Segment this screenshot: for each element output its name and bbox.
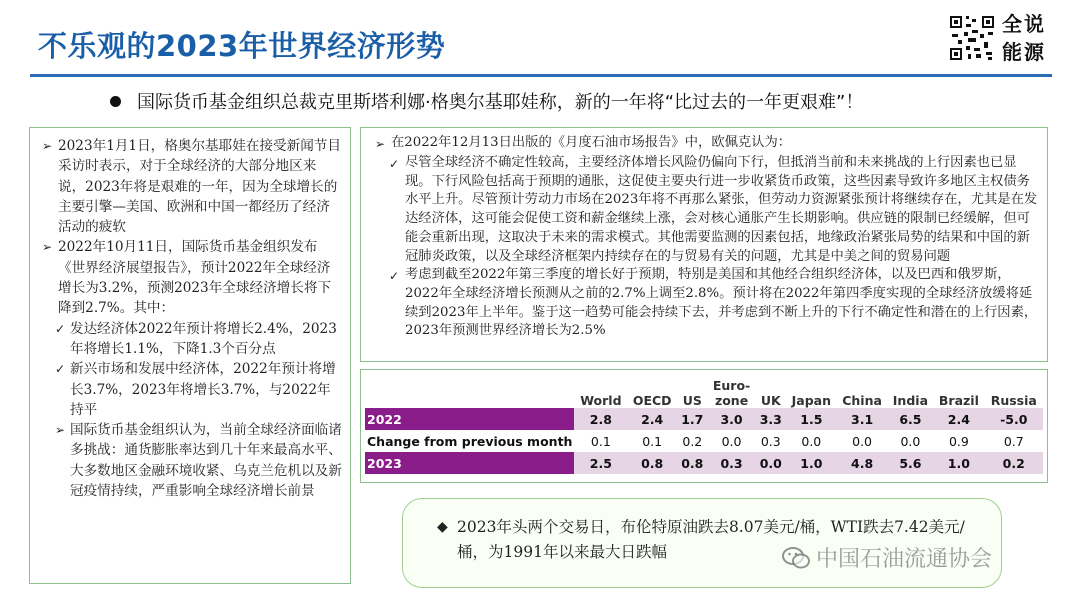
table-header-cell: OECD xyxy=(632,393,672,408)
table-cell: 1.0 xyxy=(933,452,984,474)
table-cell: 1.0 xyxy=(786,452,837,474)
table-cell: 1.5 xyxy=(786,408,837,430)
table-cell: 0.1 xyxy=(642,433,663,449)
sub-list-item xyxy=(36,319,342,360)
table-cell: 0.0 xyxy=(801,433,822,449)
table-header-cell: China xyxy=(842,393,882,408)
logo-text-line1: 全说 xyxy=(1002,12,1046,36)
check-bullet-icon: ✓ xyxy=(388,157,400,171)
sub-list-item-text: 国际货币基金组织认为，当前全球经济面临诸多挑战：通货膨胀率达到几十年来最高水平、大多数地区金融环境收紧、乌克兰危机以及新冠疫情持续，严重影响全球经济增长前景 xyxy=(70,422,342,500)
table-row xyxy=(365,408,1043,430)
table-cell: 0.8 xyxy=(677,452,707,474)
table-cell: 6.5 xyxy=(888,408,934,430)
wechat-icon xyxy=(782,547,810,569)
bottom-note-text: 2023年头两个交易日，布伦特原油跌去8.07美元/桶，WTI跌去7.42美元/桶，为1991年以来最大日跌幅 xyxy=(457,518,965,561)
bullet-dot-icon xyxy=(110,96,121,107)
table-cell: 0.8 xyxy=(627,452,677,474)
arrow-bullet-icon: ➢ xyxy=(374,137,386,151)
table-cell: 0.3 xyxy=(708,452,756,474)
sub-list-item-text: 发达经济体2022年预计将增长2.4%，2023年将增长1.1%，下降1.3个百分点 xyxy=(70,320,337,357)
table-header-cell: Russia xyxy=(990,393,1037,408)
forecast-table-panel xyxy=(360,369,1048,483)
title-divider xyxy=(30,74,1052,77)
sub-list-item xyxy=(36,359,342,420)
row-label: Change from previous month xyxy=(367,433,573,449)
page-title: 不乐观的2023年世界经济形势 xyxy=(38,29,446,63)
left-panel xyxy=(29,127,351,584)
table-header-cell: US xyxy=(682,393,702,408)
check-bullet-icon: ✓ xyxy=(388,269,400,284)
table-header-cell: UK xyxy=(760,393,781,408)
table-header-cell xyxy=(365,372,574,408)
brand-logo xyxy=(948,10,1048,68)
table-header-cell: Japan xyxy=(791,393,832,408)
table-cell: 0.0 xyxy=(900,433,921,449)
table-cell: 3.3 xyxy=(756,408,786,430)
list-item-text: 2022年10月11日，国际货币基金组织发布《世界经济展望报告》，预计2022年全球经济增长为3.2%，预测2023年全球经济增长将下降到2.7%。其中： xyxy=(58,239,332,317)
list-item xyxy=(36,136,342,237)
sub-list-item xyxy=(36,420,342,501)
table-cell: 1.7 xyxy=(677,408,707,430)
qr-code-icon xyxy=(948,14,996,62)
sub-list-item xyxy=(369,266,1039,341)
table-cell: 0.0 xyxy=(852,433,873,449)
watermark-text: 中国石油流通协会 xyxy=(816,547,993,572)
check-bullet-icon: ✓ xyxy=(54,362,66,377)
table-cell: 5.6 xyxy=(888,452,934,474)
watermark xyxy=(782,542,992,573)
list-item xyxy=(36,237,342,318)
table-cell: 2.4 xyxy=(627,408,677,430)
right-panel xyxy=(360,127,1048,362)
list-item-text: 2023年1月1日，格奥尔基耶娃在接受新闻节目采访时表示，对于全球经济的大部分地区来说，2023年将是艰难的一年，因为全球增长的主要引擎—美国、欧洲和中国一都经历了经济活动的疲软 xyxy=(58,138,341,236)
row-label: 2022 xyxy=(365,408,574,430)
table-header-cell: Brazil xyxy=(938,393,979,408)
headline-text: 国际货币基金组织总裁克里斯塔利娜·格奥尔基耶娃称，新的一年将“比过去的一年更艰难”！ xyxy=(137,92,864,113)
table-cell: 0.1 xyxy=(590,433,611,449)
table-header-cell: World xyxy=(580,393,622,408)
table-row xyxy=(365,452,1043,474)
arrow-bullet-icon: ➢ xyxy=(54,423,66,438)
arrow-bullet-icon: ➢ xyxy=(41,240,53,255)
table-header-cell: Euro-zone xyxy=(712,378,751,408)
list-item-text: 在2022年12月13日出版的《月度石油市场报告》中，欧佩克认为： xyxy=(391,135,792,150)
headline xyxy=(110,88,1050,114)
table-row xyxy=(365,430,1043,452)
sub-list-item-text: 尽管全球经济不确定性较高，主要经济体增长风险仍偏向下行，但抵消当前和未来挑战的上行因素也已显现。下行风险包括高于预期的通胀，这促使主要央行进一步收紧货币政策，这些因素导致许多地区主权债务水平上升。尽管预计劳动力市场在2023年将不再那么紧张，但劳动力资源紧张预计将继续存在，尤其是在发达经济体，这可能会促使工资和薪金继续上涨，会对核心通胀产生长期影响。供应链的限制已经缓解，但可能会重新出现，这取决于未来的需求模式。其他需要监测的因素包括，地缘政治紧张局势的结果和中国的新冠肺炎政策，以及全球经济框架内持续存在的与贸易有关的问题，尤其是中美之间的贸易问题 xyxy=(405,155,1038,264)
table-cell: 2.5 xyxy=(574,452,627,474)
table-cell: 0.7 xyxy=(1003,433,1024,449)
table-cell: 0.2 xyxy=(985,452,1043,474)
table-cell: 2.4 xyxy=(933,408,984,430)
forecast-table xyxy=(365,372,1043,474)
table-cell: 3.0 xyxy=(708,408,756,430)
diamond-bullet-icon: ◆ xyxy=(437,519,448,535)
check-bullet-icon: ✓ xyxy=(54,321,66,336)
table-header-row xyxy=(365,372,1043,408)
table-cell: 4.8 xyxy=(837,452,888,474)
table-cell: -5.0 xyxy=(985,408,1043,430)
table-cell: 0.0 xyxy=(756,452,786,474)
table-cell: 0.9 xyxy=(948,433,969,449)
sub-list-item-text: 新兴市场和发展中经济体，2022年预计将增长3.7%，2023年将增长3.7%，与2022年持平 xyxy=(70,361,336,418)
row-label: 2023 xyxy=(365,452,574,474)
table-cell: 0.0 xyxy=(721,433,742,449)
table-cell: 2.8 xyxy=(574,408,627,430)
table-cell: 0.3 xyxy=(760,433,781,449)
sub-list-item xyxy=(369,154,1039,266)
logo-text xyxy=(1002,10,1048,66)
list-item xyxy=(369,134,1039,154)
arrow-bullet-icon: ➢ xyxy=(41,139,53,153)
sub-list-item-text: 考虑到截至2022年第三季度的增长好于预期，特别是美国和其他经合组织经济体，以及巴西和俄罗斯，2022年全球经济增长预测从之前的2.7%上调至2.8%。预计将在2022年第四季度实现的全球经济放缓将延续到2023年上半年。鉴于这一趋势可能会持续下去，并考虑到不断上升的下行不确定性和潜在的上行因素，2023年预测世界经济增长为2.5% xyxy=(405,267,1038,339)
logo-text-line2: 能源 xyxy=(1002,40,1046,64)
table-cell: 0.2 xyxy=(682,433,703,449)
table-cell: 3.1 xyxy=(837,408,888,430)
table-header-cell: India xyxy=(892,393,928,408)
